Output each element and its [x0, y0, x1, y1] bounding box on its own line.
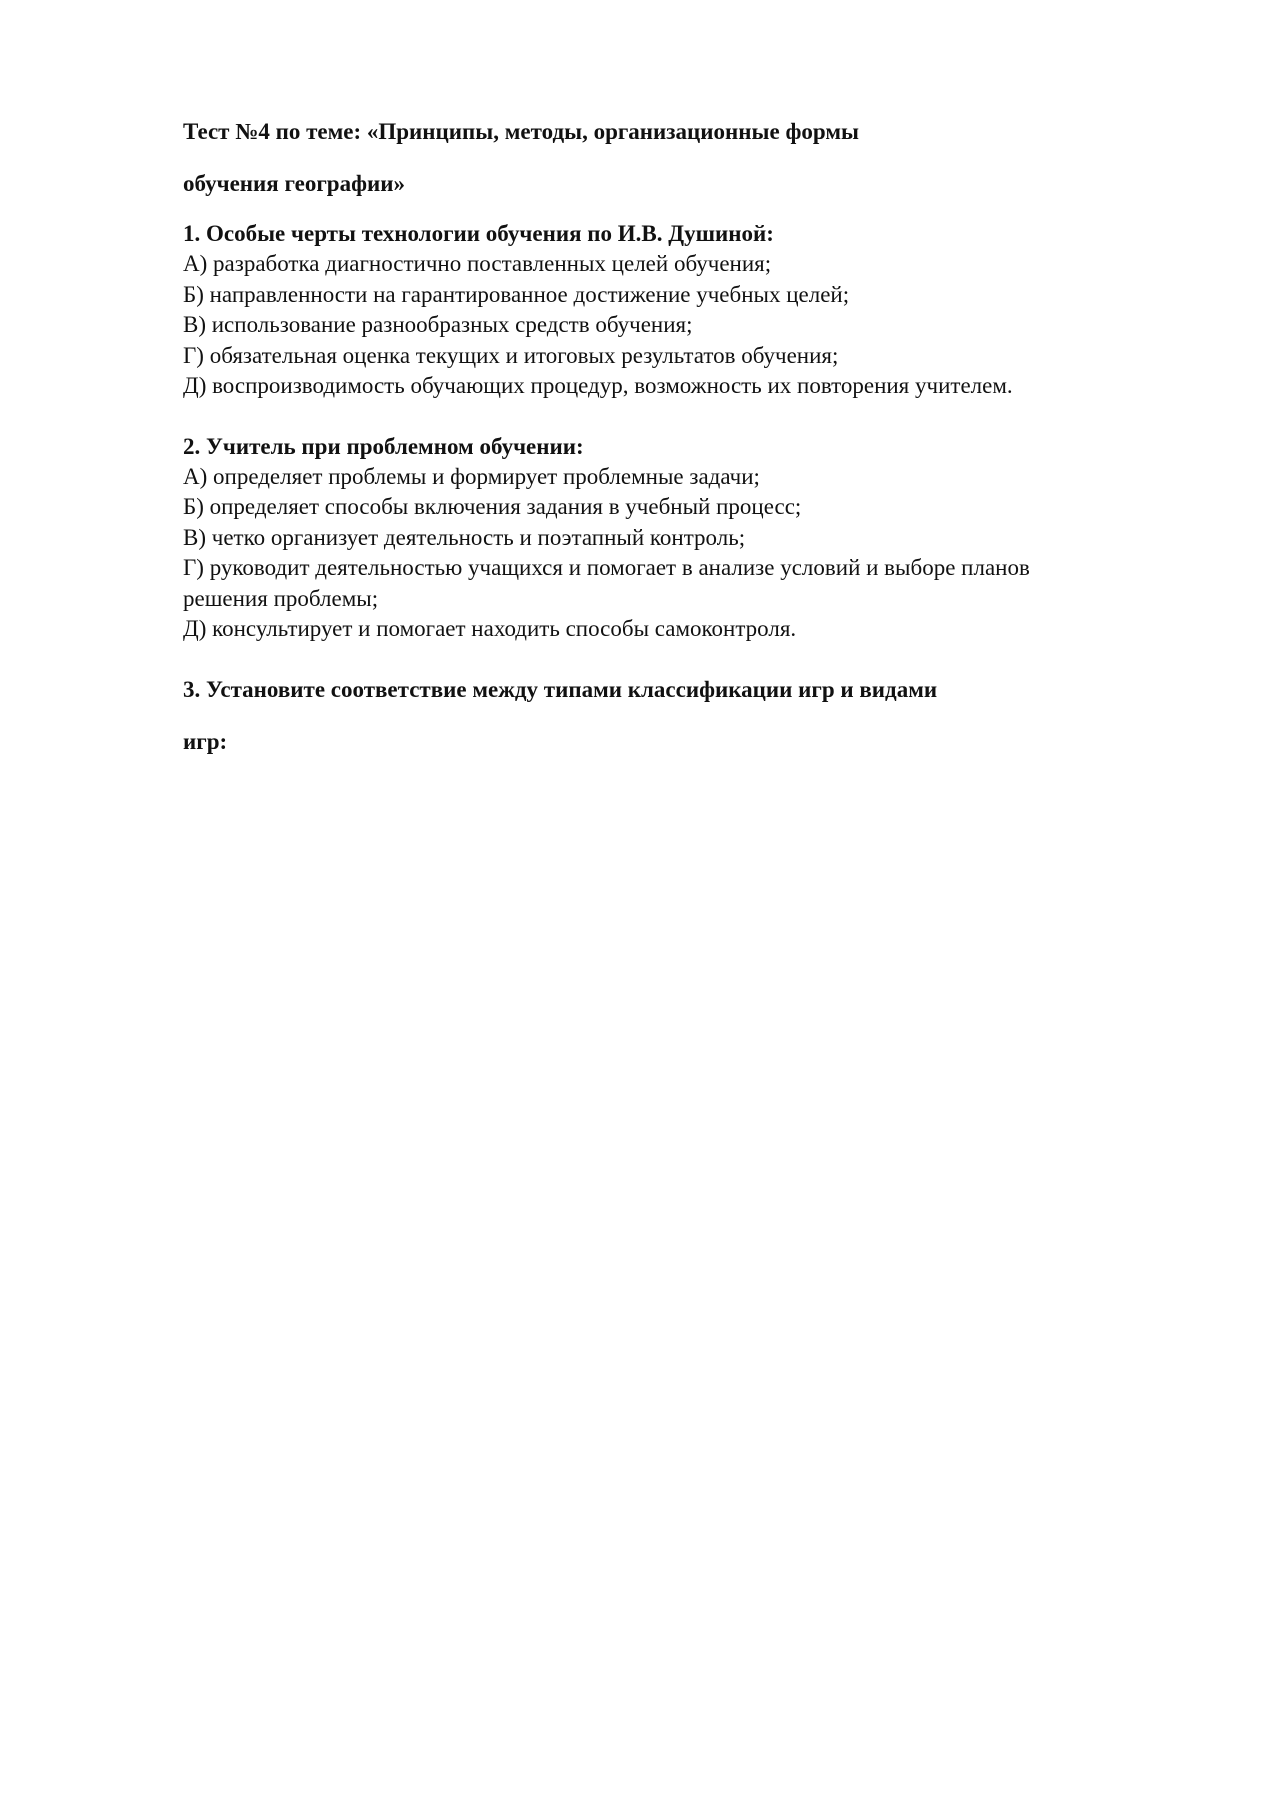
- question-1-option-c: В) использование разнообразных средств обучения;: [183, 312, 693, 337]
- question-2-heading: 2. Учитель при проблемном обучении:: [183, 433, 584, 459]
- question-2-option-d: Г) руководит деятельностью учащихся и помогает в анализе условий и выборе планов решения проблемы;: [183, 555, 1030, 611]
- question-2-option-c: В) четко организует деятельность и поэтапный контроль;: [183, 524, 746, 550]
- question-2-options: [183, 462, 1043, 645]
- question-1-option-d: Г) обязательная оценка текущих и итоговых результатов обучения;: [183, 342, 839, 368]
- question-1-option-a: А) разработка диагностично поставленных целей обучения;: [183, 251, 772, 276]
- question-1-heading: 1. Особые черты технологии обучения по И.В. Душиной:: [183, 221, 774, 246]
- question-3-heading-line-1: 3. Установите соответствие между типами классификации игр и видами: [183, 676, 938, 702]
- question-2-option-e: Д) консультирует и помогает находить способы самоконтроля.: [183, 616, 797, 641]
- question-1-option-b: Б) направленности на гарантированное достижение учебных целей;: [183, 281, 850, 307]
- document-title-line-2: обучения географии»: [183, 171, 406, 196]
- question-2-option-b: Б) определяет способы включения задания в учебный процесс;: [183, 494, 802, 519]
- document-title-line-1: Тест №4 по теме: «Принципы, методы, организационные формы: [183, 119, 859, 144]
- question-2: [183, 432, 1043, 645]
- document-body: [183, 117, 1043, 757]
- question-3-heading-line-2: игр:: [183, 728, 228, 754]
- question-3: [183, 675, 1043, 757]
- question-1: [183, 219, 1043, 402]
- question-1-option-e: Д) воспроизводимость обучающих процедур, возможность их повторения учителем.: [183, 373, 1013, 398]
- question-2-option-a: А) определяет проблемы и формирует проблемные задачи;: [183, 463, 760, 489]
- question-1-options: [183, 249, 1043, 402]
